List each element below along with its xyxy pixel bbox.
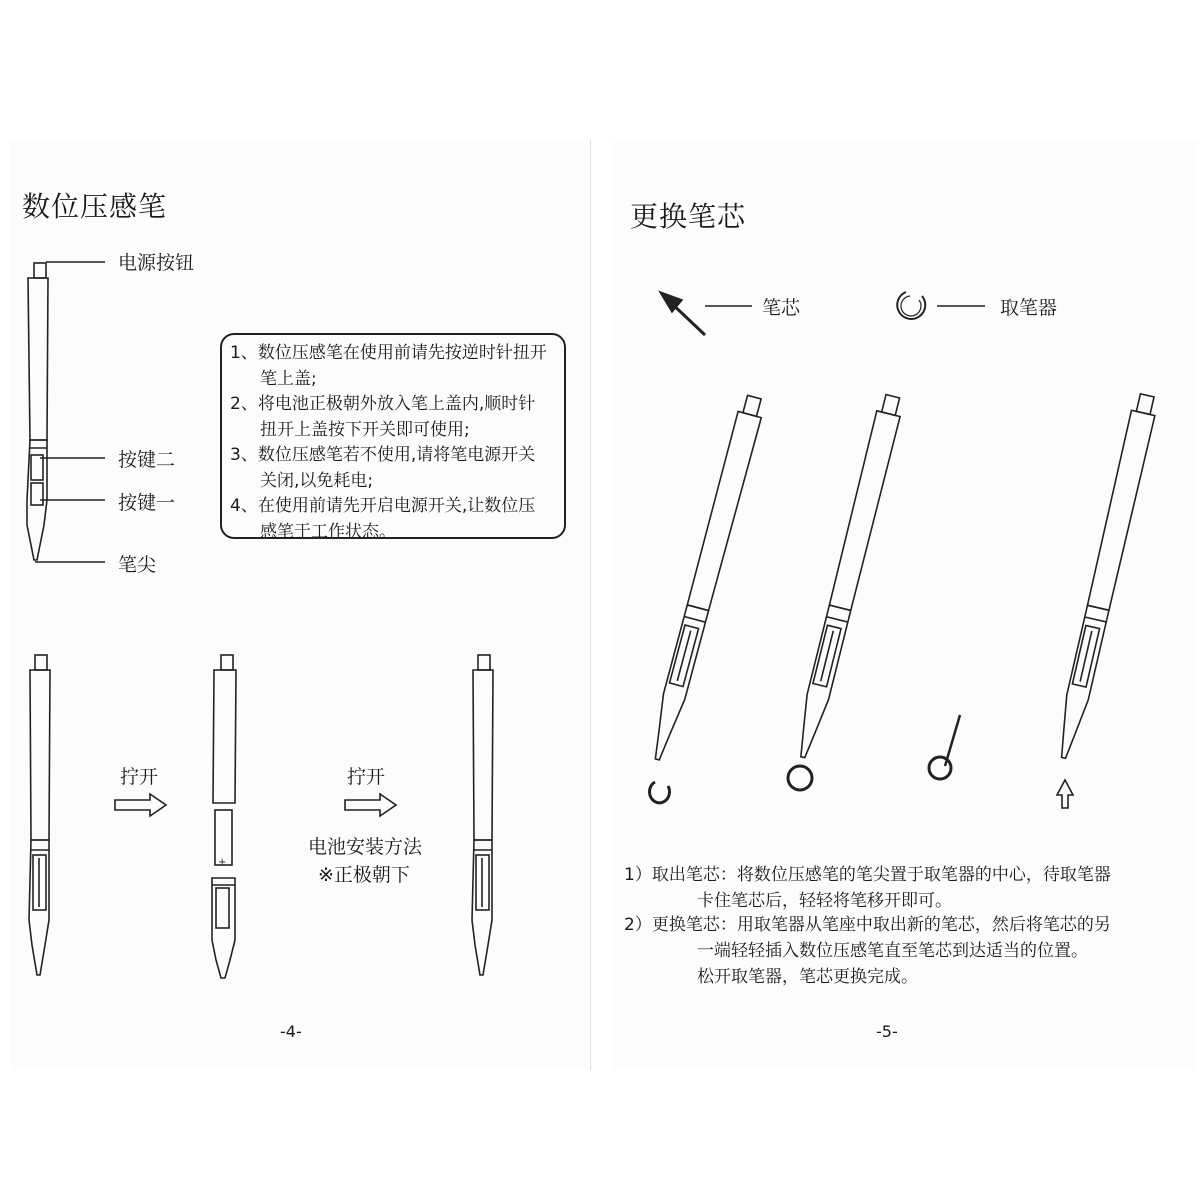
note-line: 4、在使用前请先开启电源开关,让数位压 (230, 496, 536, 516)
note-line: 扭开上盖按下开关即可使用; (260, 419, 470, 440)
extractor-legend-label: 取笔器 (1000, 297, 1058, 319)
note-line: 2、将电池正极朝外放入笔上盖内,顺时针 (230, 394, 536, 414)
extractor-icon (650, 782, 670, 803)
page-number: -5- (876, 1022, 898, 1041)
battery-polarity-note: ※正极朝下 (318, 864, 410, 886)
nib-legend-label: 笔芯 (762, 297, 801, 319)
note-line: 3、数位压感笔若不使用,请将笔电源开关 (230, 445, 536, 465)
extractor-icon (897, 292, 985, 319)
pen-step-2 (212, 655, 236, 978)
up-arrow-icon (1057, 780, 1073, 808)
nib-in-extractor (929, 715, 960, 779)
step-label-unscrew-2: 拧开 (347, 766, 386, 788)
pen-step-1 (29, 655, 50, 975)
note-line: 1、数位压感笔在使用前请先按逆时针扭开 (230, 343, 547, 363)
instruction-line: 2）更换笔芯：用取笔器从笔座中取出新的笔芯，然后将笔芯的另 (624, 915, 1111, 935)
note-line: 关闭,以免耗电; (260, 470, 374, 491)
note-line: 感笔于工作状态。 (260, 521, 396, 542)
battery-install-title: 电池安装方法 (308, 836, 423, 858)
page-number: -4- (280, 1022, 302, 1041)
instruction-line: 一端轻轻插入数位压感笔直至笔芯到达适当的位置。 (697, 941, 1088, 961)
instruction-line: 卡住笔芯后，轻轻将笔移开即可。 (697, 891, 952, 911)
usage-notes-box (220, 333, 566, 542)
pen-replace-step-1 (646, 394, 766, 762)
step-label-unscrew-1: 拧开 (120, 766, 159, 788)
svg-text:+: + (218, 857, 227, 868)
page-title: 更换笔芯 (630, 200, 747, 233)
nib-icon (660, 292, 752, 335)
extractor-icon (788, 766, 812, 790)
pen-tip-label: 笔尖 (118, 554, 157, 576)
instruction-line: 1）取出笔芯：将数位压感笔的笔尖置于取笔器的中心，待取笔器 (624, 865, 1111, 885)
arrow-icon (115, 794, 166, 816)
page-title: 数位压感笔 (22, 190, 168, 223)
power-button-label: 电源按钮 (118, 252, 195, 274)
key-two-label: 按键二 (118, 449, 176, 471)
instruction-line: 松开取笔器，笔芯更换完成。 (697, 967, 918, 987)
note-line: 笔上盖; (260, 368, 317, 389)
key-one-label: 按键一 (118, 492, 176, 514)
pen-replace-step-3 (1052, 393, 1159, 761)
pen-diagram-main (27, 262, 105, 562)
arrow-icon (345, 794, 396, 816)
pen-step-3 (472, 655, 493, 975)
pen-replace-step-2 (791, 393, 904, 760)
